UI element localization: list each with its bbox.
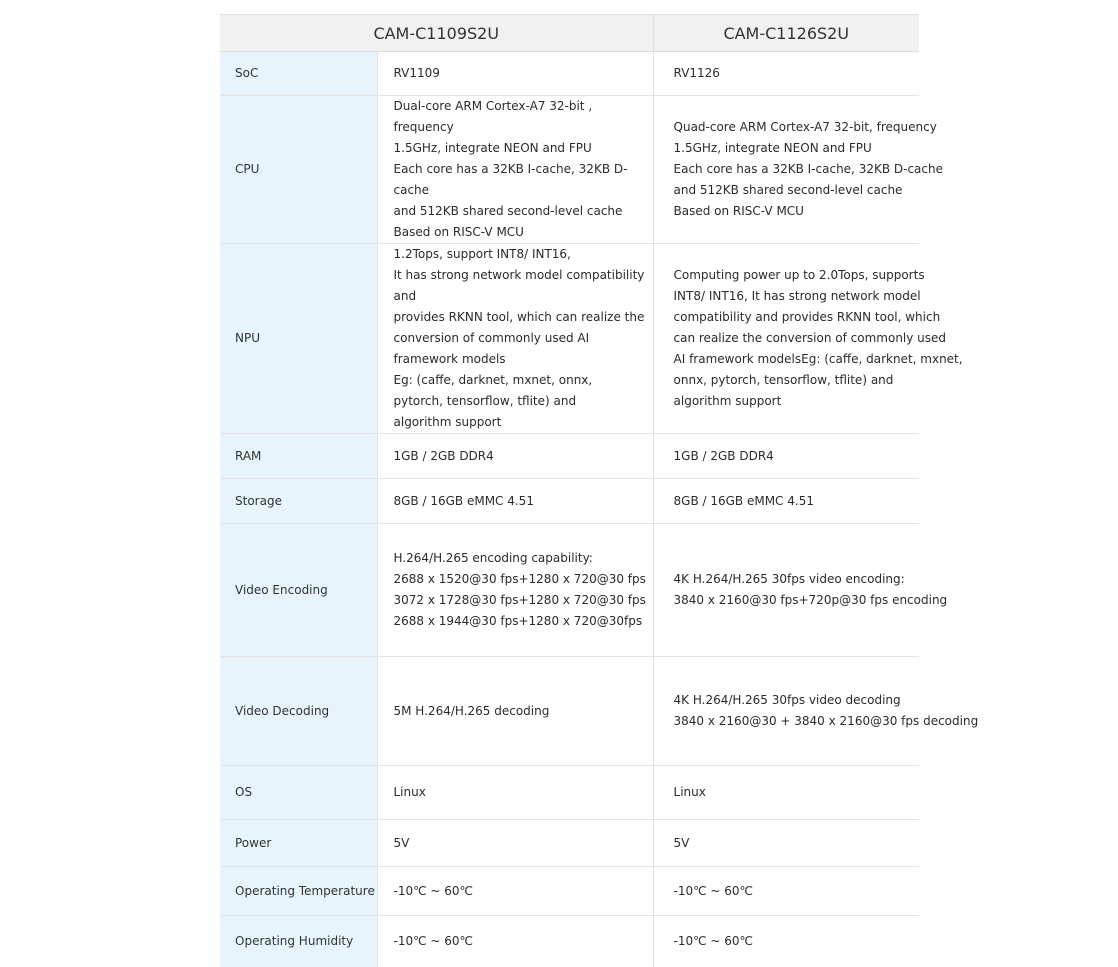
table-row xyxy=(220,657,919,766)
spec-value-model-2 xyxy=(653,766,919,820)
spec-value-line: 8GB / 16GB eMMC 4.51 xyxy=(393,493,534,508)
spec-value-model-1 xyxy=(377,96,653,244)
spec-value-line: -10℃ ~ 60℃ xyxy=(673,883,754,898)
spec-value-line: can realize the conversion of commonly used xyxy=(673,331,947,345)
spec-value-model-1 xyxy=(377,244,653,434)
spec-value-line: and 512KB shared second-level cache xyxy=(393,204,623,218)
table-row xyxy=(220,244,919,434)
spec-value-line: onnx, pytorch, tensorflow, tflite) and xyxy=(673,373,894,387)
spec-label: Video Decoding xyxy=(220,657,377,766)
spec-value-line: 3072 x 1728@30 fps+1280 x 720@30 fps xyxy=(393,593,646,607)
header-row xyxy=(220,15,919,52)
spec-value-line: 5V xyxy=(393,835,410,850)
spec-value-model-2 xyxy=(653,244,963,434)
spec-label: Video Encoding xyxy=(220,524,377,657)
spec-value-line: Based on RISC-V MCU xyxy=(673,204,804,218)
spec-value-line: -10℃ ~ 60℃ xyxy=(393,883,474,898)
spec-label: Operating Temperature xyxy=(220,867,377,916)
spec-value-line: RV1126 xyxy=(673,66,720,80)
spec-value-line: 1GB / 2GB DDR4 xyxy=(393,448,494,463)
spec-table-body xyxy=(220,52,979,967)
spec-value-line: 1.5GHz, integrate NEON and FPU xyxy=(673,141,872,155)
header-model-1: CAM-C1109S2U xyxy=(220,15,653,52)
spec-label: Operating Humidity xyxy=(220,916,377,967)
spec-value-line: Eg: (caffe, darknet, mxnet, onnx, xyxy=(393,373,593,387)
spec-label: RAM xyxy=(220,434,377,479)
spec-value-line: AI framework modelsEg: (caffe, darknet, mxnet, xyxy=(673,352,963,366)
spec-value-model-2 xyxy=(653,657,979,766)
spec-value-line: 4K H.264/H.265 30fps video encoding: xyxy=(673,572,905,586)
spec-value-line: provides RKNN tool, which can realize the xyxy=(393,310,645,324)
spec-label: SoC xyxy=(220,52,377,96)
table-row xyxy=(220,820,919,867)
spec-value-line: compatibility and provides RKNN tool, which xyxy=(673,310,941,324)
spec-value-line: Dual-core ARM Cortex-A7 32-bit , frequency xyxy=(393,99,593,134)
spec-value-line: Quad-core ARM Cortex-A7 32-bit, frequency xyxy=(673,120,937,134)
spec-label: CPU xyxy=(220,96,377,244)
header-model-2: CAM-C1126S2U xyxy=(653,15,919,52)
spec-value-line: 2688 x 1520@30 fps+1280 x 720@30 fps xyxy=(393,572,646,586)
spec-label: Storage xyxy=(220,479,377,524)
spec-label: NPU xyxy=(220,244,377,434)
spec-value-line: 1.2Tops, support INT8/ INT16, xyxy=(393,247,571,261)
table-row xyxy=(220,96,919,244)
spec-value-model-2 xyxy=(653,96,943,244)
spec-value-model-1 xyxy=(377,766,653,820)
spec-value-line: 1GB / 2GB DDR4 xyxy=(673,448,774,463)
spec-value-model-2 xyxy=(653,820,919,867)
table-row xyxy=(220,434,919,479)
table-row xyxy=(220,479,919,524)
spec-value-model-2 xyxy=(653,867,919,916)
table-row xyxy=(220,867,919,916)
spec-value-line: Each core has a 32KB I-cache, 32KB D-cache xyxy=(673,162,943,176)
spec-value-model-2 xyxy=(653,524,948,657)
spec-value-model-1 xyxy=(377,52,653,96)
spec-value-model-1 xyxy=(377,916,653,967)
spec-value-line: 3840 x 2160@30 fps+720p@30 fps encoding xyxy=(673,593,948,607)
spec-value-model-2 xyxy=(653,434,919,479)
spec-value-line: -10℃ ~ 60℃ xyxy=(393,933,474,948)
spec-value-model-1 xyxy=(377,820,653,867)
spec-value-line: H.264/H.265 encoding capability: xyxy=(393,551,593,565)
spec-value-model-1 xyxy=(377,524,653,657)
spec-value-line: -10℃ ~ 60℃ xyxy=(673,933,754,948)
spec-value-line: 8GB / 16GB eMMC 4.51 xyxy=(673,493,814,508)
table-row xyxy=(220,916,919,967)
spec-value-line: algorithm support xyxy=(673,394,782,408)
spec-value-line: 2688 x 1944@30 fps+1280 x 720@30fps xyxy=(393,614,643,628)
spec-label: OS xyxy=(220,766,377,820)
spec-value-model-1 xyxy=(377,657,653,766)
spec-value-line: Linux xyxy=(393,785,426,799)
spec-value-line: algorithm support xyxy=(393,415,502,429)
spec-value-line: framework models xyxy=(393,352,506,366)
spec-value-line: 4K H.264/H.265 30fps video decoding xyxy=(673,693,901,707)
spec-value-line: Computing power up to 2.0Tops, supports xyxy=(673,268,925,282)
spec-value-model-1 xyxy=(377,479,653,524)
table-row xyxy=(220,52,919,96)
spec-value-line: RV1109 xyxy=(393,66,440,80)
spec-value-line: and 512KB shared second-level cache xyxy=(673,183,903,197)
spec-value-line: pytorch, tensorflow, tflite) and xyxy=(393,394,577,408)
spec-value-model-1 xyxy=(377,867,653,916)
spec-label: Power xyxy=(220,820,377,867)
spec-value-model-1 xyxy=(377,434,653,479)
spec-value-model-2 xyxy=(653,916,919,967)
table-row xyxy=(220,524,919,657)
spec-value-line: INT8/ INT16, It has strong network model xyxy=(673,289,921,303)
spec-value-model-2 xyxy=(653,479,919,524)
spec-value-line: Based on RISC-V MCU xyxy=(393,225,524,239)
spec-comparison-table xyxy=(220,14,979,967)
spec-value-line: 5M H.264/H.265 decoding xyxy=(393,703,550,718)
spec-value-line: 5V xyxy=(673,835,690,850)
spec-value-line: It has strong network model compatibility and xyxy=(393,268,645,303)
spec-value-line: Each core has a 32KB I-cache, 32KB D-cache xyxy=(393,162,628,197)
spec-value-model-2 xyxy=(653,52,919,96)
spec-value-line: conversion of commonly used AI xyxy=(393,331,590,345)
spec-value-line: Linux xyxy=(673,785,706,799)
spec-value-line: 1.5GHz, integrate NEON and FPU xyxy=(393,141,592,155)
spec-value-line: 3840 x 2160@30 + 3840 x 2160@30 fps decoding xyxy=(673,714,979,728)
table-row xyxy=(220,766,919,820)
